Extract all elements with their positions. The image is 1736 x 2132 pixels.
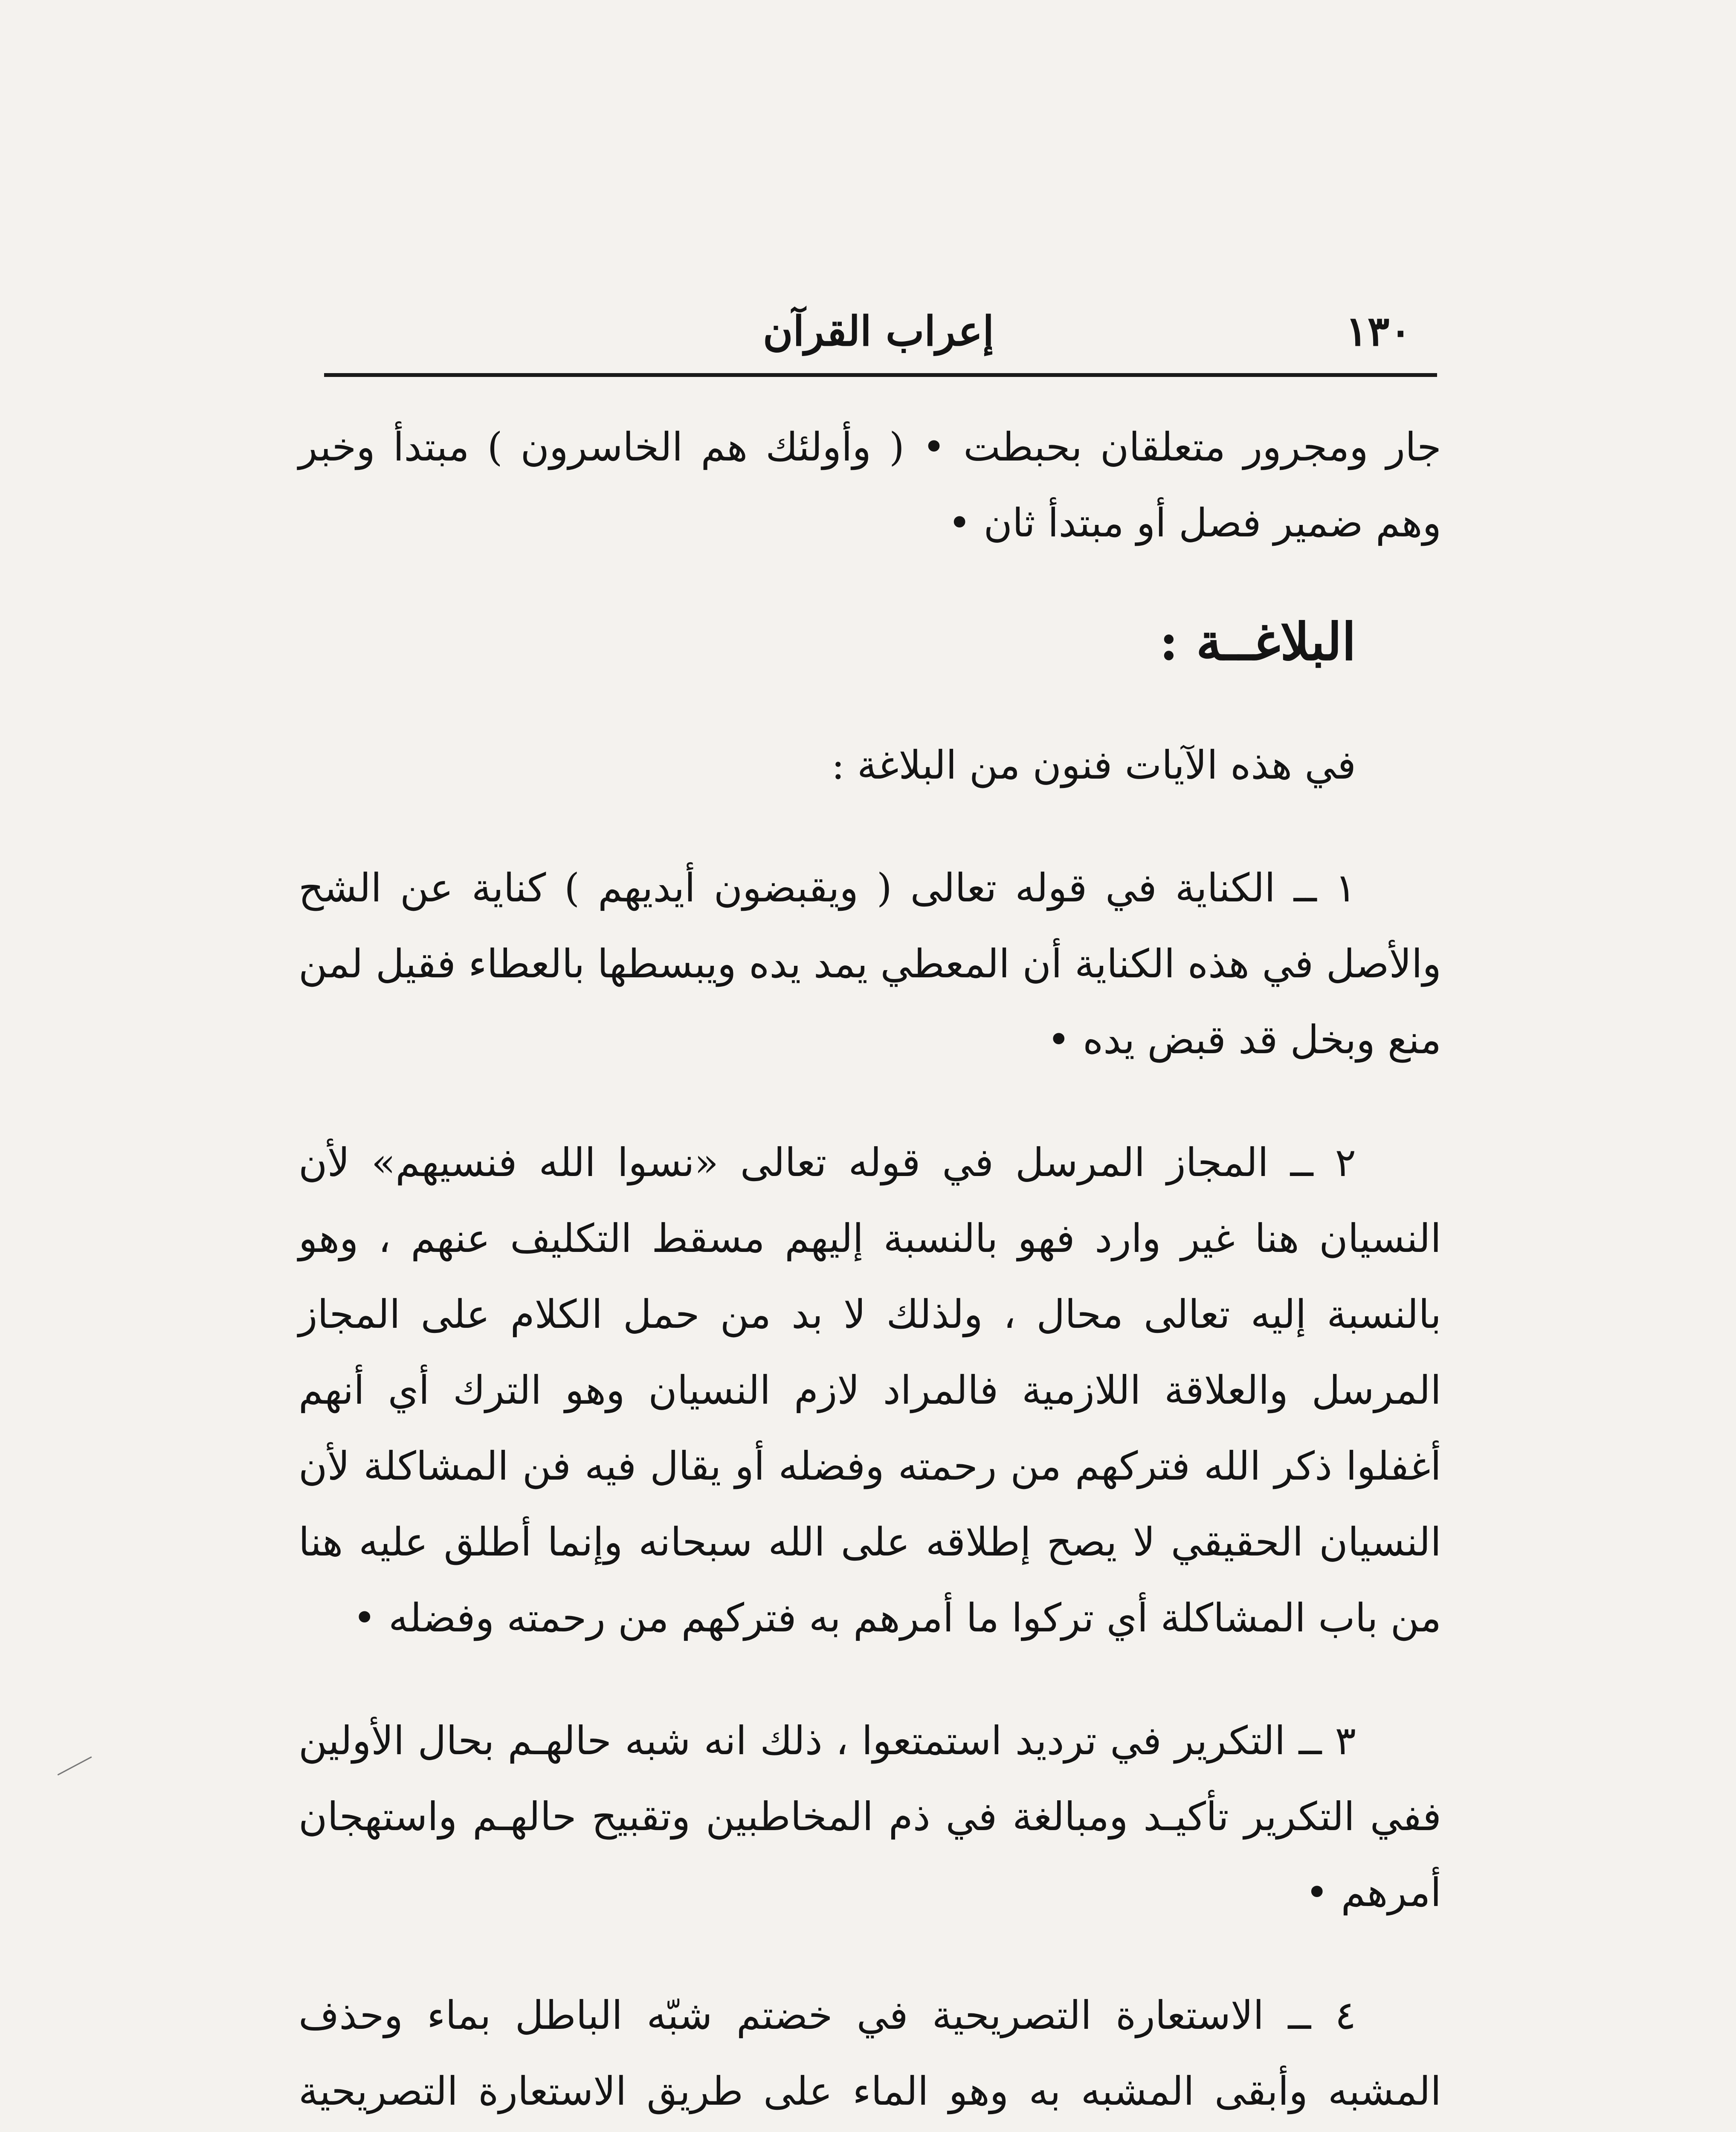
intro-paragraph: جار ومجرور متعلقان بحبطت • ( وأولئك هم الخاسرون ) مبتدأ وخبر وهم ضمير فصل أو مبتدأ ثان • — [299, 424, 1441, 546]
stray-pen-mark — [58, 1756, 92, 1776]
running-title: إعراب القرآن — [762, 307, 994, 355]
page-number: ١٣٠ — [1345, 307, 1411, 355]
numbered-item-2: ٢ ــ المجاز المرسل في قوله تعالى «نسوا الله فنسيهم» لأن النسيان هنا غير وارد فهو بالنسبة إليهم مسقط التكليف عنهم ، وهو بالنسبة إليه تعالى محال ، ولذلك لا بد من حمل الكلام على المجاز المرسل والعلاقة اللازمية فالمراد لازم النسيان وهو الترك أي أنهم أغفلوا ذكر الله فتركهم من رحمته وفضله أو يقال فيه فن المشاكلة لأن النسيان الحقيقي لا يصح إطلاقه على الله سبحانه وإنما أطلق عليه هنا من باب المشاكلة أي تركوا ما أمرهم به فتركهم من رحمته وفضله • — [299, 1140, 1441, 1641]
numbered-item-1: ١ ــ الكناية في قوله تعالى ( ويقبضون أيديهم ) كناية عن الشح والأصل في هذه الكناية أن المعطي يمد يده ويبسطها بالعطاء فقيل لمن منع وبخل قد قبض يده • — [299, 865, 1441, 1063]
numbered-item-4: ٤ ــ الاستعارة التصريحية في خضتم شبّه الباطل بماء وحذف المشبه وأبقى المشبه به وهو الماء على طريق الاستعارة التصريحية — [299, 1993, 1441, 2114]
numbered-item-3: ٣ ــ التكرير في ترديد استمتعوا ، ذلك انه شبه حالهـم بحال الأولين ففي التكرير تأكيـد ومبالغة في ذم المخاطبين وتقبيح حالهـم واستهجان أمرهم • — [299, 1718, 1441, 1915]
section-heading: البلاغــة : — [1159, 612, 1356, 672]
header-rule — [324, 373, 1437, 377]
page-body — [299, 409, 1441, 2132]
page-header — [320, 298, 1437, 362]
section-intro: في هذه الآيات فنون من البلاغة : — [831, 742, 1356, 788]
